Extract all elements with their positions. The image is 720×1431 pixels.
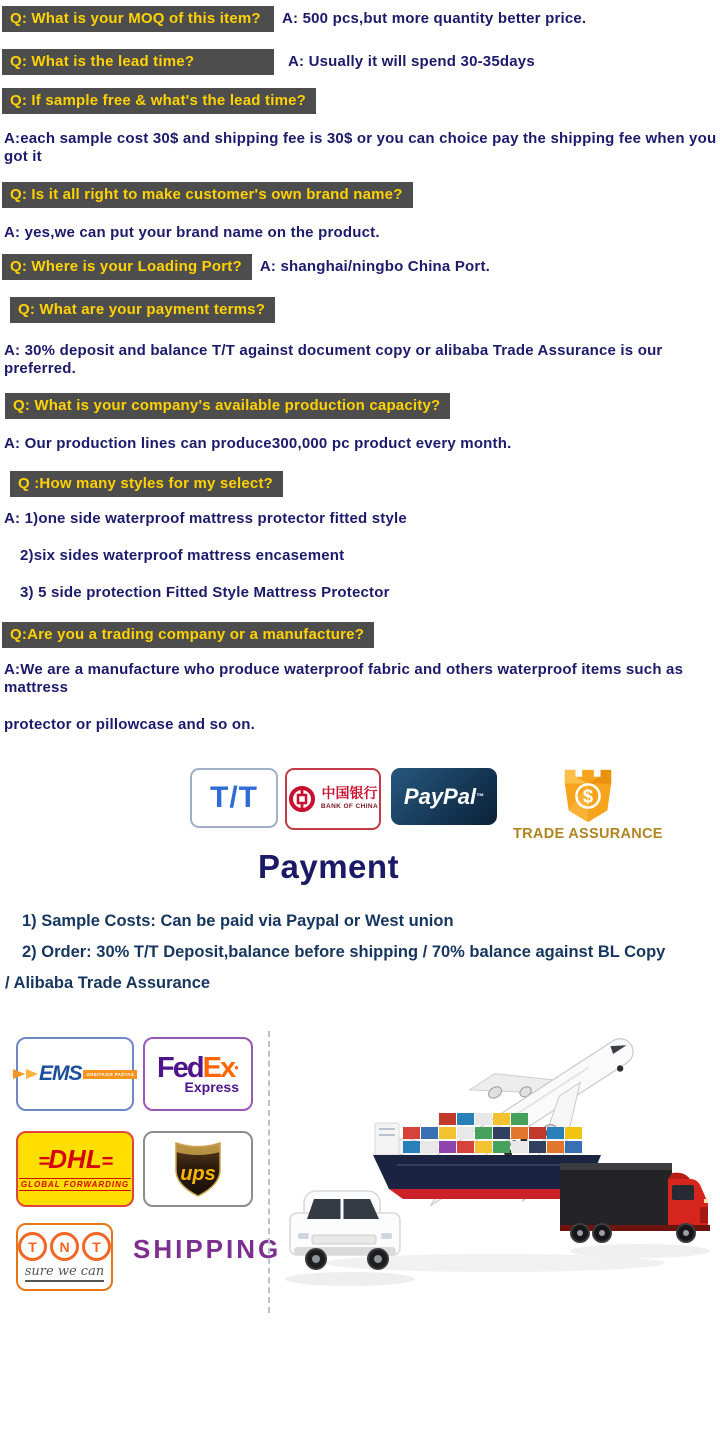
shipping-carriers-column	[0, 1021, 282, 1317]
faq-answer: A:each sample cost 30$ and shipping fee is 30$ or you can choice pay the shipping fee when you got it	[4, 130, 717, 165]
transport-illustration	[270, 1021, 720, 1317]
payment-note: / Alibaba Trade Assurance	[5, 974, 211, 992]
faq-question-banner: Q :How many styles for my select?	[10, 471, 283, 497]
ems-wing-icon	[13, 1069, 25, 1079]
ups-logo	[143, 1131, 253, 1207]
faq-answer: A: 500 pcs,but more quantity better price.	[282, 10, 587, 27]
trade-assurance-castle-icon	[557, 768, 619, 824]
dhl-sub-label: GLOBAL FORWARDING	[20, 1180, 130, 1189]
faq-answer: A: 30% deposit and balance T/T against document copy or alibaba Trade Assurance is our preferred.	[4, 342, 663, 377]
faq-answer: A: 1)one side waterproof mattress protector fitted style	[4, 510, 407, 527]
payment-section	[0, 768, 720, 999]
fedex-fed-label: Fed	[157, 1052, 203, 1084]
faq-question-banner: Q:Are you a trading company or a manufacture?	[2, 622, 374, 648]
faq-question-banner: Q: What is your company's available production capacity?	[5, 393, 450, 419]
shipping-section	[0, 1021, 720, 1317]
faq-answer: 3) 5 side protection Fitted Style Mattress Protector	[20, 584, 390, 601]
payment-notes	[0, 906, 720, 999]
faq-answer: A:We are a manufacture who produce waterproof fabric and others waterproof items such as mattress	[4, 661, 684, 696]
faq-answer: protector or pillowcase and so on.	[4, 716, 256, 733]
faq-row	[5, 393, 720, 419]
truck-icon	[560, 1163, 710, 1242]
delivery-van-icon	[290, 1191, 400, 1269]
bank-of-china-en-label: BANK OF CHINA	[320, 803, 379, 811]
ems-wing-icon	[26, 1069, 38, 1079]
tnt-letter: N	[50, 1232, 79, 1261]
tt-payment-logo	[190, 768, 278, 828]
faq-row	[10, 297, 720, 323]
faq-row	[2, 622, 720, 648]
faq-row	[2, 88, 720, 114]
ems-logo	[16, 1037, 134, 1111]
faq-answer: A: yes,we can put your brand name on the product.	[4, 224, 380, 241]
faq-question-banner: Q: What is the lead time?	[2, 49, 274, 75]
faq-answer: A: Our production lines can produce300,000 pc product every month.	[4, 435, 512, 452]
faq-row	[2, 254, 720, 280]
fedex-ex-label: Ex	[202, 1052, 235, 1084]
transport-illustration-svg	[270, 1021, 716, 1317]
faq-question-banner: Q: What are your payment terms?	[10, 297, 275, 323]
faq-answer: A: shanghai/ningbo China Port.	[259, 258, 491, 275]
bank-of-china-cn-label: 中国银行	[321, 786, 378, 803]
faq-question-banner: Q: Is it all right to make customer's own brand name?	[2, 182, 413, 208]
ups-label: ups	[180, 1163, 216, 1185]
paypal-label: PayPal	[403, 783, 477, 809]
tnt-letter: T	[82, 1232, 111, 1261]
ems-sub-label: GREITASIS PAŠTAS	[83, 1070, 137, 1079]
bank-of-china-icon	[288, 785, 316, 813]
fedex-logo: FedEx● Express	[143, 1037, 253, 1111]
shipping-label: SHIPPING	[133, 1233, 282, 1264]
faq-question-banner: Q: What is your MOQ of this item?	[2, 6, 274, 32]
ems-label: EMS	[38, 1062, 82, 1085]
ups-shield-icon	[173, 1140, 223, 1198]
trade-assurance-label: TRADE ASSURANCE	[513, 826, 663, 842]
fedex-express-label: Express	[184, 1079, 239, 1095]
faq-row	[2, 182, 720, 208]
faq-row	[2, 6, 720, 32]
faq-answer: 2)six sides waterproof mattress encasement	[20, 547, 345, 564]
faq-answer: A: Usually it will spend 30-35days	[288, 53, 535, 70]
dollar-symbol: $	[582, 785, 593, 807]
bank-of-china-logo	[285, 768, 381, 830]
faq-row	[10, 471, 720, 497]
payment-note: 2) Order: 30% T/T Deposit,balance before shipping / 70% balance against BL Copy	[22, 943, 666, 961]
faq-question-banner: Q: Where is your Loading Port?	[2, 254, 252, 280]
faq-row	[2, 49, 720, 75]
tt-label: T/T	[210, 781, 258, 814]
trade-assurance-logo	[513, 768, 663, 842]
dhl-label: DHL	[48, 1144, 102, 1174]
payment-note: 1) Sample Costs: Can be paid via Paypal or West union	[22, 912, 454, 930]
payment-methods-row	[190, 768, 720, 848]
paypal-logo: PayPal ™	[391, 768, 497, 825]
dhl-logo: =DHL= GLOBAL FORWARDING	[16, 1131, 134, 1207]
tnt-logo	[16, 1223, 113, 1291]
faq-question-banner: Q: If sample free & what's the lead time?	[2, 88, 316, 114]
tnt-letter: T	[18, 1232, 47, 1261]
payment-title: Payment	[258, 848, 400, 885]
tnt-slogan: sure we can	[25, 1264, 104, 1282]
